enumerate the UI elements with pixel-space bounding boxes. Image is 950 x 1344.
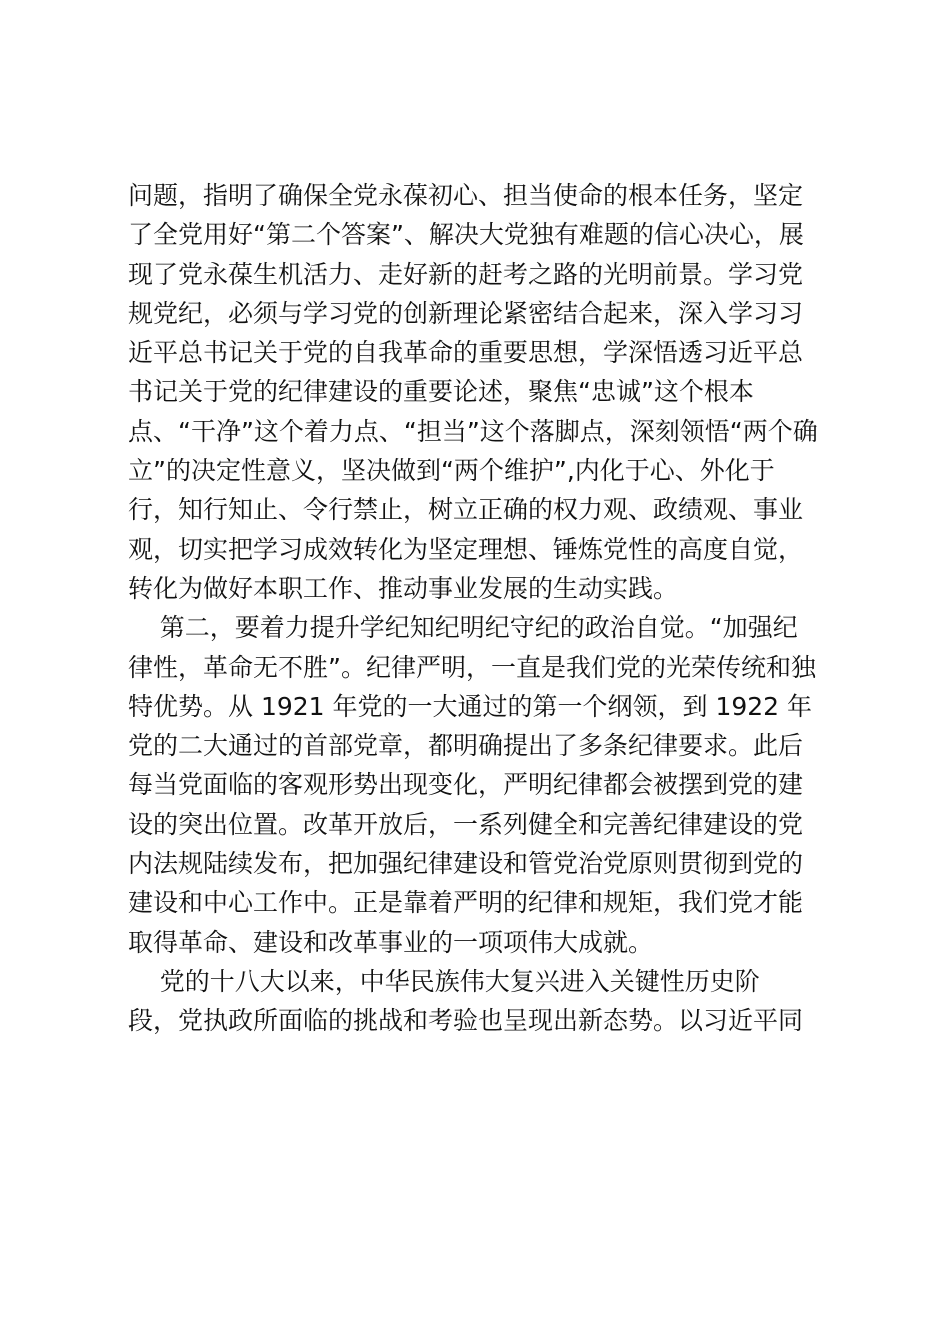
text-line: 近平总书记关于党的自我革命的重要思想，学深悟透习近平总 [128, 338, 804, 368]
text-line: 第二，要着力提升学纪知纪明纪守纪的政治自觉。“加强纪 [128, 613, 798, 643]
text-line: 建设和中心工作中。正是靠着严明的纪律和规矩，我们党才能 [128, 888, 804, 918]
text-line: 了全党用好“第二个答案”、解决大党独有难题的信心决心，展 [128, 220, 804, 250]
text-line: 设的突出位置。改革开放后，一系列健全和完善纪律建设的党 [128, 809, 804, 839]
text-line: 行，知行知止、令行禁止，树立正确的权力观、政绩观、事业 [128, 495, 804, 525]
text-line: 点、“干净”这个着力点、“担当”这个落脚点，深刻领悟“两个确 [128, 416, 818, 446]
text-line: 取得革命、建设和改革事业的一项项伟大成就。 [128, 927, 654, 957]
text-line: 党的二大通过的首部党章，都明确提出了多条纪律要求。此后 [128, 731, 804, 761]
text-line: 问题，指明了确保全党永葆初心、担当使命的根本任务，坚定 [128, 181, 804, 210]
text-line: 转化为做好本职工作、推动事业发展的生动实践。 [128, 573, 679, 603]
text-line: 书记关于党的纪律建设的重要论述，聚焦“忠诚”这个根本 [128, 377, 754, 407]
text-line: 段，党执政所面临的挑战和考验也呈现出新态势。以习近平同 [128, 1006, 804, 1036]
text-line: 现了党永葆生机活力、走好新的赶考之路的光明前景。学习党 [128, 259, 804, 289]
text-line: 规党纪，必须与学习党的创新理论紧密结合起来，深入学习习 [128, 298, 804, 328]
text-line: 立”的决定性意义，坚决做到“两个维护”,内化于心、外化于 [128, 456, 775, 486]
text-line: 特优势。从 1921 年党的一大通过的第一个纲领，到 1922 年 [128, 691, 813, 721]
text-line: 内法规陆续发布，把加强纪律建设和管党治党原则贯彻到党的 [128, 849, 804, 879]
text-line: 党的十八大以来，中华民族伟大复兴进入关键性历史阶 [128, 966, 760, 996]
body-text [128, 176, 840, 1041]
text-line: 每当党面临的客观形势出现变化，严明纪律都会被摆到党的建 [128, 770, 804, 800]
text-line: 律性，革命无不胜”。纪律严明，一直是我们党的光荣传统和独 [128, 652, 816, 682]
text-line: 观，切实把学习成效转化为坚定理想、锤炼党性的高度自觉， [128, 534, 804, 564]
